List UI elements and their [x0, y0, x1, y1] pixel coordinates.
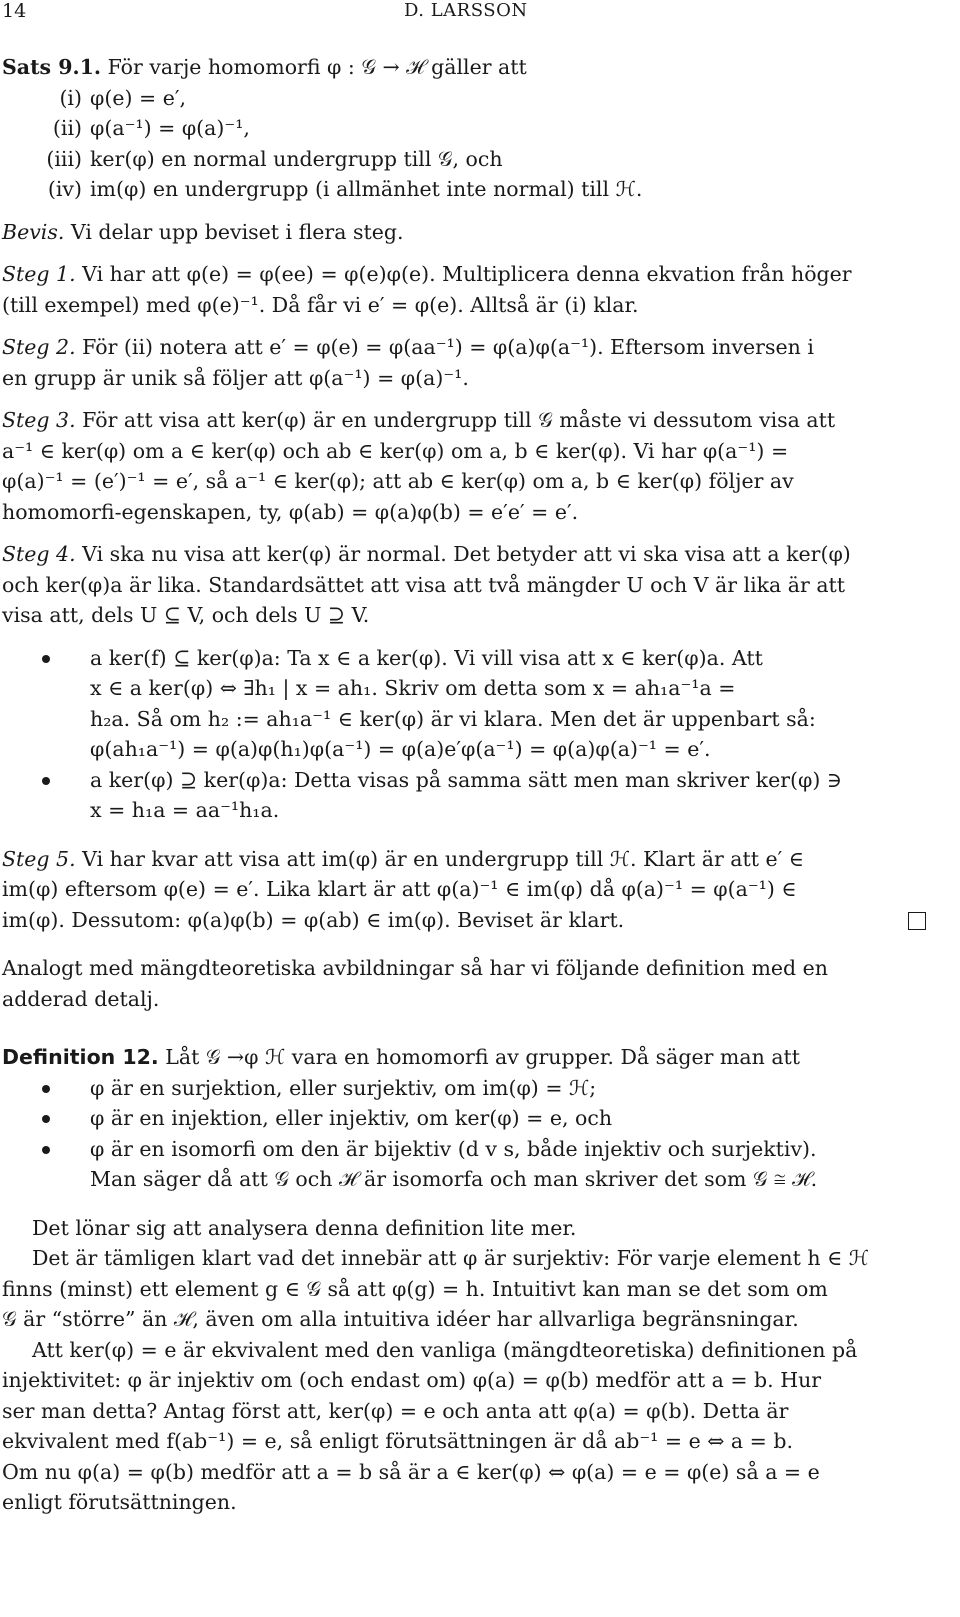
theorem-item: (i) φ(e) = e′, [59, 85, 186, 110]
proof-step-1: Steg 1. Vi har att φ(e) = φ(ee) = φ(e)φ(e). Multiplicera denna ekvation från höger (till exempel) med φ(e)⁻¹. Då får vi e′ = φ(e). Alltså är (i) klar. [2, 262, 852, 317]
proof-intro: Bevis. Vi delar upp beviset i flera steg. [2, 219, 404, 244]
analog-paragraph: Analogt med mängdteoretiska avbildningar så har vi följande definition med en adderad detalj. [2, 956, 829, 1011]
proof-step-2: Steg 2. För (ii) notera att e′ = φ(e) = φ(aa⁻¹) = φ(a)φ(a⁻¹). Eftersom inversen i en grupp är unik så följer att φ(a⁻¹) = φ(a)⁻¹. [2, 335, 814, 390]
closing-paragraph-2: Det är tämligen klart vad det innebär att φ är surjektiv: För varje element h ∈ ℋ finns (minst) ett element g ∈ 𝒢 så att φ(g) = h. Intuitivt kan man se det som om 𝒢 är “större” än ℋ, även om alla intuitiva idéer har allvarliga begränsningar. [2, 1246, 870, 1331]
proof-step-3: Steg 3. För att visa att ker(φ) är en undergrupp till 𝒢 måste vi dessutom visa att a⁻¹ ∈ ker(φ) om a ∈ ker(φ) och ab ∈ ker(φ) om a, b ∈ ker(φ). Vi har φ(a⁻¹) = φ(a)⁻¹ = (e′)⁻¹ = e′, så a⁻¹ ∈ ker(φ); att ab ∈ ker(φ) om a, b ∈ ker(φ) följer av homomorfi-egenskapen, ty, φ(ab) = φ(a)φ(b) = e′e′ = e′. [2, 408, 836, 524]
theorem-item: (ii) φ(a⁻¹) = φ(a)⁻¹, [52, 116, 250, 140]
bullet-item: a ker(φ) ⊇ ker(φ)a: Detta visas på samma sätt men man skriver ker(φ) ∋ x = h₁a = aa⁻¹h₁a. [2, 765, 930, 826]
definition-label: Definition 12. [2, 1045, 159, 1069]
bullet-item: φ är en surjektion, eller surjektiv, om im(φ) = ℋ; [2, 1073, 930, 1104]
qed-box-icon [908, 912, 926, 930]
proof-step-4: Steg 4. Vi ska nu visa att ker(φ) är normal. Det betyder att vi ska visa att a ker(φ) och ker(φ)a är lika. Standardsättet att visa att två mängder U och V är lika är att visa att, dels U ⊆ V, och dels U ⊇ V. [2, 542, 851, 627]
step-label: Steg 4. [2, 542, 76, 566]
page-body [2, 52, 930, 1518]
step-label: Steg 1. [2, 262, 76, 286]
step-label: Steg 2. [2, 335, 76, 359]
page-number: 14 [2, 0, 27, 22]
definition-12: Definition 12. Låt 𝒢 →φ ℋ vara en homomorfi av grupper. Då säger man att φ är en surjektion, eller surjektiv, om im(φ) = ℋ; φ är en injektion, eller injektiv, om ker(φ) = e, och φ är en isomorfi om den är bijektiv (d v s, både injektiv och surjektiv). Man säger då att 𝒢 och ℋ är isomorfa och man skriver det som 𝒢 ≅ ℋ. [2, 1042, 930, 1195]
closing-paragraph-1: Det lönar sig att analysera denna definition lite mer. [32, 1215, 577, 1240]
bullet-item: φ är en injektion, eller injektiv, om ker(φ) = e, och [2, 1103, 930, 1134]
running-header [0, 0, 960, 24]
proof-bullets [2, 643, 930, 826]
proof-step-5: Steg 5. Vi har kvar att visa att im(φ) är en undergrupp till ℋ. Klart är att e′ ∈ im(φ) eftersom φ(e) = e′. Lika klart är att φ(a)⁻¹ ∈ im(φ) då φ(a)⁻¹ = φ(a⁻¹) ∈ im(φ). Dessutom: φ(a)φ(b) = φ(ab) ∈ im(φ). Beviset är klart. [2, 844, 930, 936]
proof-label: Bevis. [2, 219, 65, 244]
definition-bullets [2, 1073, 930, 1195]
running-author: D. LARSSON [404, 0, 528, 21]
theorem-intro: Sats 9.1. För varje homomorfi φ : 𝒢 → ℋ gäller att [2, 55, 527, 79]
bullet-item: a ker(f) ⊆ ker(φ)a: Ta x ∈ a ker(φ). Vi vill visa att x ∈ ker(φ)a. Att x ∈ a ker(φ) ⇔ ∃h₁ | x = ah₁. Skriv om detta som x = ah₁a⁻¹a = h₂a. Så om h₂ := ah₁a⁻¹ ∈ ker(φ) är vi klara. Men det är uppenbart så: φ(ah₁a⁻¹) = φ(a)φ(h₁)φ(a⁻¹) = φ(a)e′φ(a⁻¹) = φ(a)φ(a)⁻¹ = e′. [2, 643, 930, 765]
theorem-item: (iv) im(φ) en undergrupp (i allmänhet inte normal) till ℋ. [47, 177, 643, 201]
closing-paragraph-3: Att ker(φ) = e är ekvivalent med den vanliga (mängdteoretiska) definitionen på injektivitet: φ är injektiv om (och endast om) φ(a) = φ(b) medför att a = b. Hur ser man detta? Antag först att, ker(φ) = e och anta att φ(a) = φ(b). Detta är ekvivalent med f(ab⁻¹) = e, så enligt förutsättningen är då ab⁻¹ = e ⇔ a = b. Om nu φ(a) = φ(b) medför att a = b så är a ∈ ker(φ) ⇔ φ(a) = e = φ(e) så a = e enligt förutsättningen. [2, 1337, 858, 1514]
theorem-items [2, 83, 930, 205]
bullet-item: φ är en isomorfi om den är bijektiv (d v s, både injektiv och surjektiv). Man säger då att 𝒢 och ℋ är isomorfa och man skriver det som 𝒢 ≅ ℋ. [2, 1134, 930, 1195]
step-label: Steg 3. [2, 408, 76, 432]
step-label: Steg 5. [2, 846, 76, 871]
theorem-item: (iii) ker(φ) en normal undergrupp till 𝒢, och [46, 146, 503, 171]
theorem-label: Sats 9.1. [2, 55, 102, 79]
